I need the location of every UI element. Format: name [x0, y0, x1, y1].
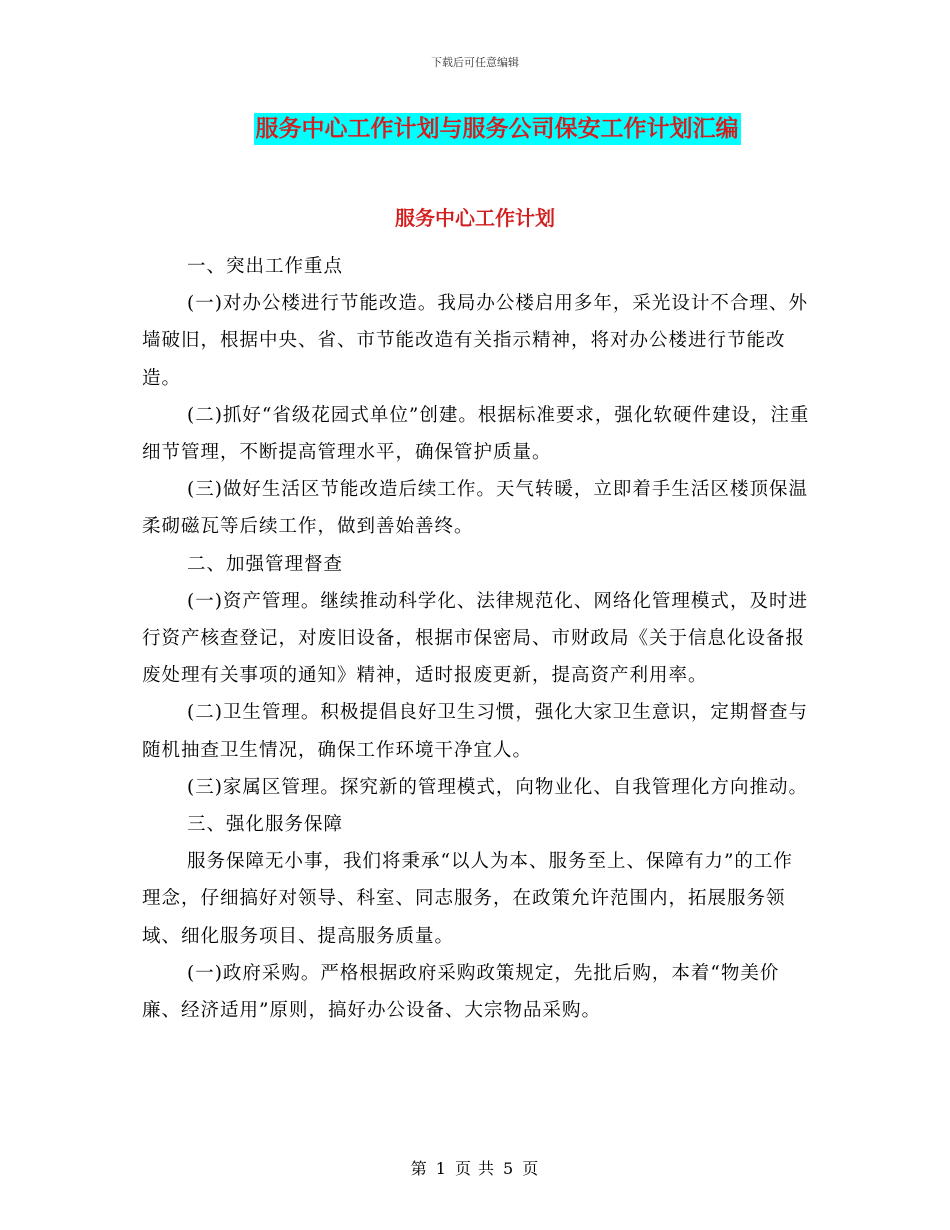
paragraph: (三)做好生活区节能改造后续工作。天气转暖，立即着手生活区楼顶保温柔砌磁瓦等后续工作，做到善始善终。 — [142, 479, 808, 538]
paragraph: (二)卫生管理。积极提倡良好卫生习惯，强化大家卫生意识，定期督查与随机抽查卫生情况，确保工作环境干净宜人。 — [142, 702, 808, 761]
document-body — [142, 248, 812, 1029]
current-page-number: 1 — [435, 1159, 447, 1178]
heading-3: 三、强化服务保障 — [187, 814, 344, 836]
paragraph: (三)家属区管理。探究新的管理模式，向物业化、自我管理化方向推动。 — [187, 776, 808, 798]
footer-prefix: 第 — [410, 1159, 428, 1178]
paragraph: (一)资产管理。继续推动科学化、法律规范化、网络化管理模式，及时进行资产核查登记，对废旧设备，根据市保密局、市财政局《关于信息化设备报废处理有关事项的通知》精神，适时报废更新，提高资产利用率。 — [142, 590, 808, 687]
paragraph: (一)对办公楼进行节能改造。我局办公楼启用多年，采光设计不合理、外墙破旧，根据中央、省、市节能改造有关指示精神，将对办公楼进行节能改造。 — [142, 293, 808, 389]
footer-suffix: 页 — [522, 1159, 540, 1178]
total-pages-number: 5 — [503, 1159, 515, 1178]
header-note: 下载后可任意编辑 — [431, 56, 519, 69]
main-title: 服务中心工作计划与服务公司保安工作计划汇编 — [254, 113, 741, 145]
paragraph: 服务保障无小事，我们将秉承“以人为本、服务至上、保障有力”的工作理念，仔细搞好对领导、科室、同志服务，在政策允许范围内，拓展服务领域、细化服务项目、提高服务质量。 — [142, 851, 793, 947]
heading-1: 一、突出工作重点 — [187, 256, 344, 277]
heading-2: 二、加强管理督查 — [187, 553, 344, 575]
paragraph: (二)抓好“省级花园式单位”创建。根据标准要求，强化软硬件建设，注重细节管理，不断提高管理水平，确保管护质量。 — [142, 404, 810, 464]
section-title: 服务中心工作计划 — [395, 206, 555, 230]
main-title-wrap — [0, 113, 950, 145]
paragraph: (一)政府采购。严格根据政府采购政策规定，先批后购，本着“物美价廉、经济适用”原则，搞好办公设备、大宗物品采购。 — [142, 962, 780, 1022]
page-footer — [0, 1156, 950, 1179]
footer-middle: 页 共 — [454, 1159, 496, 1178]
